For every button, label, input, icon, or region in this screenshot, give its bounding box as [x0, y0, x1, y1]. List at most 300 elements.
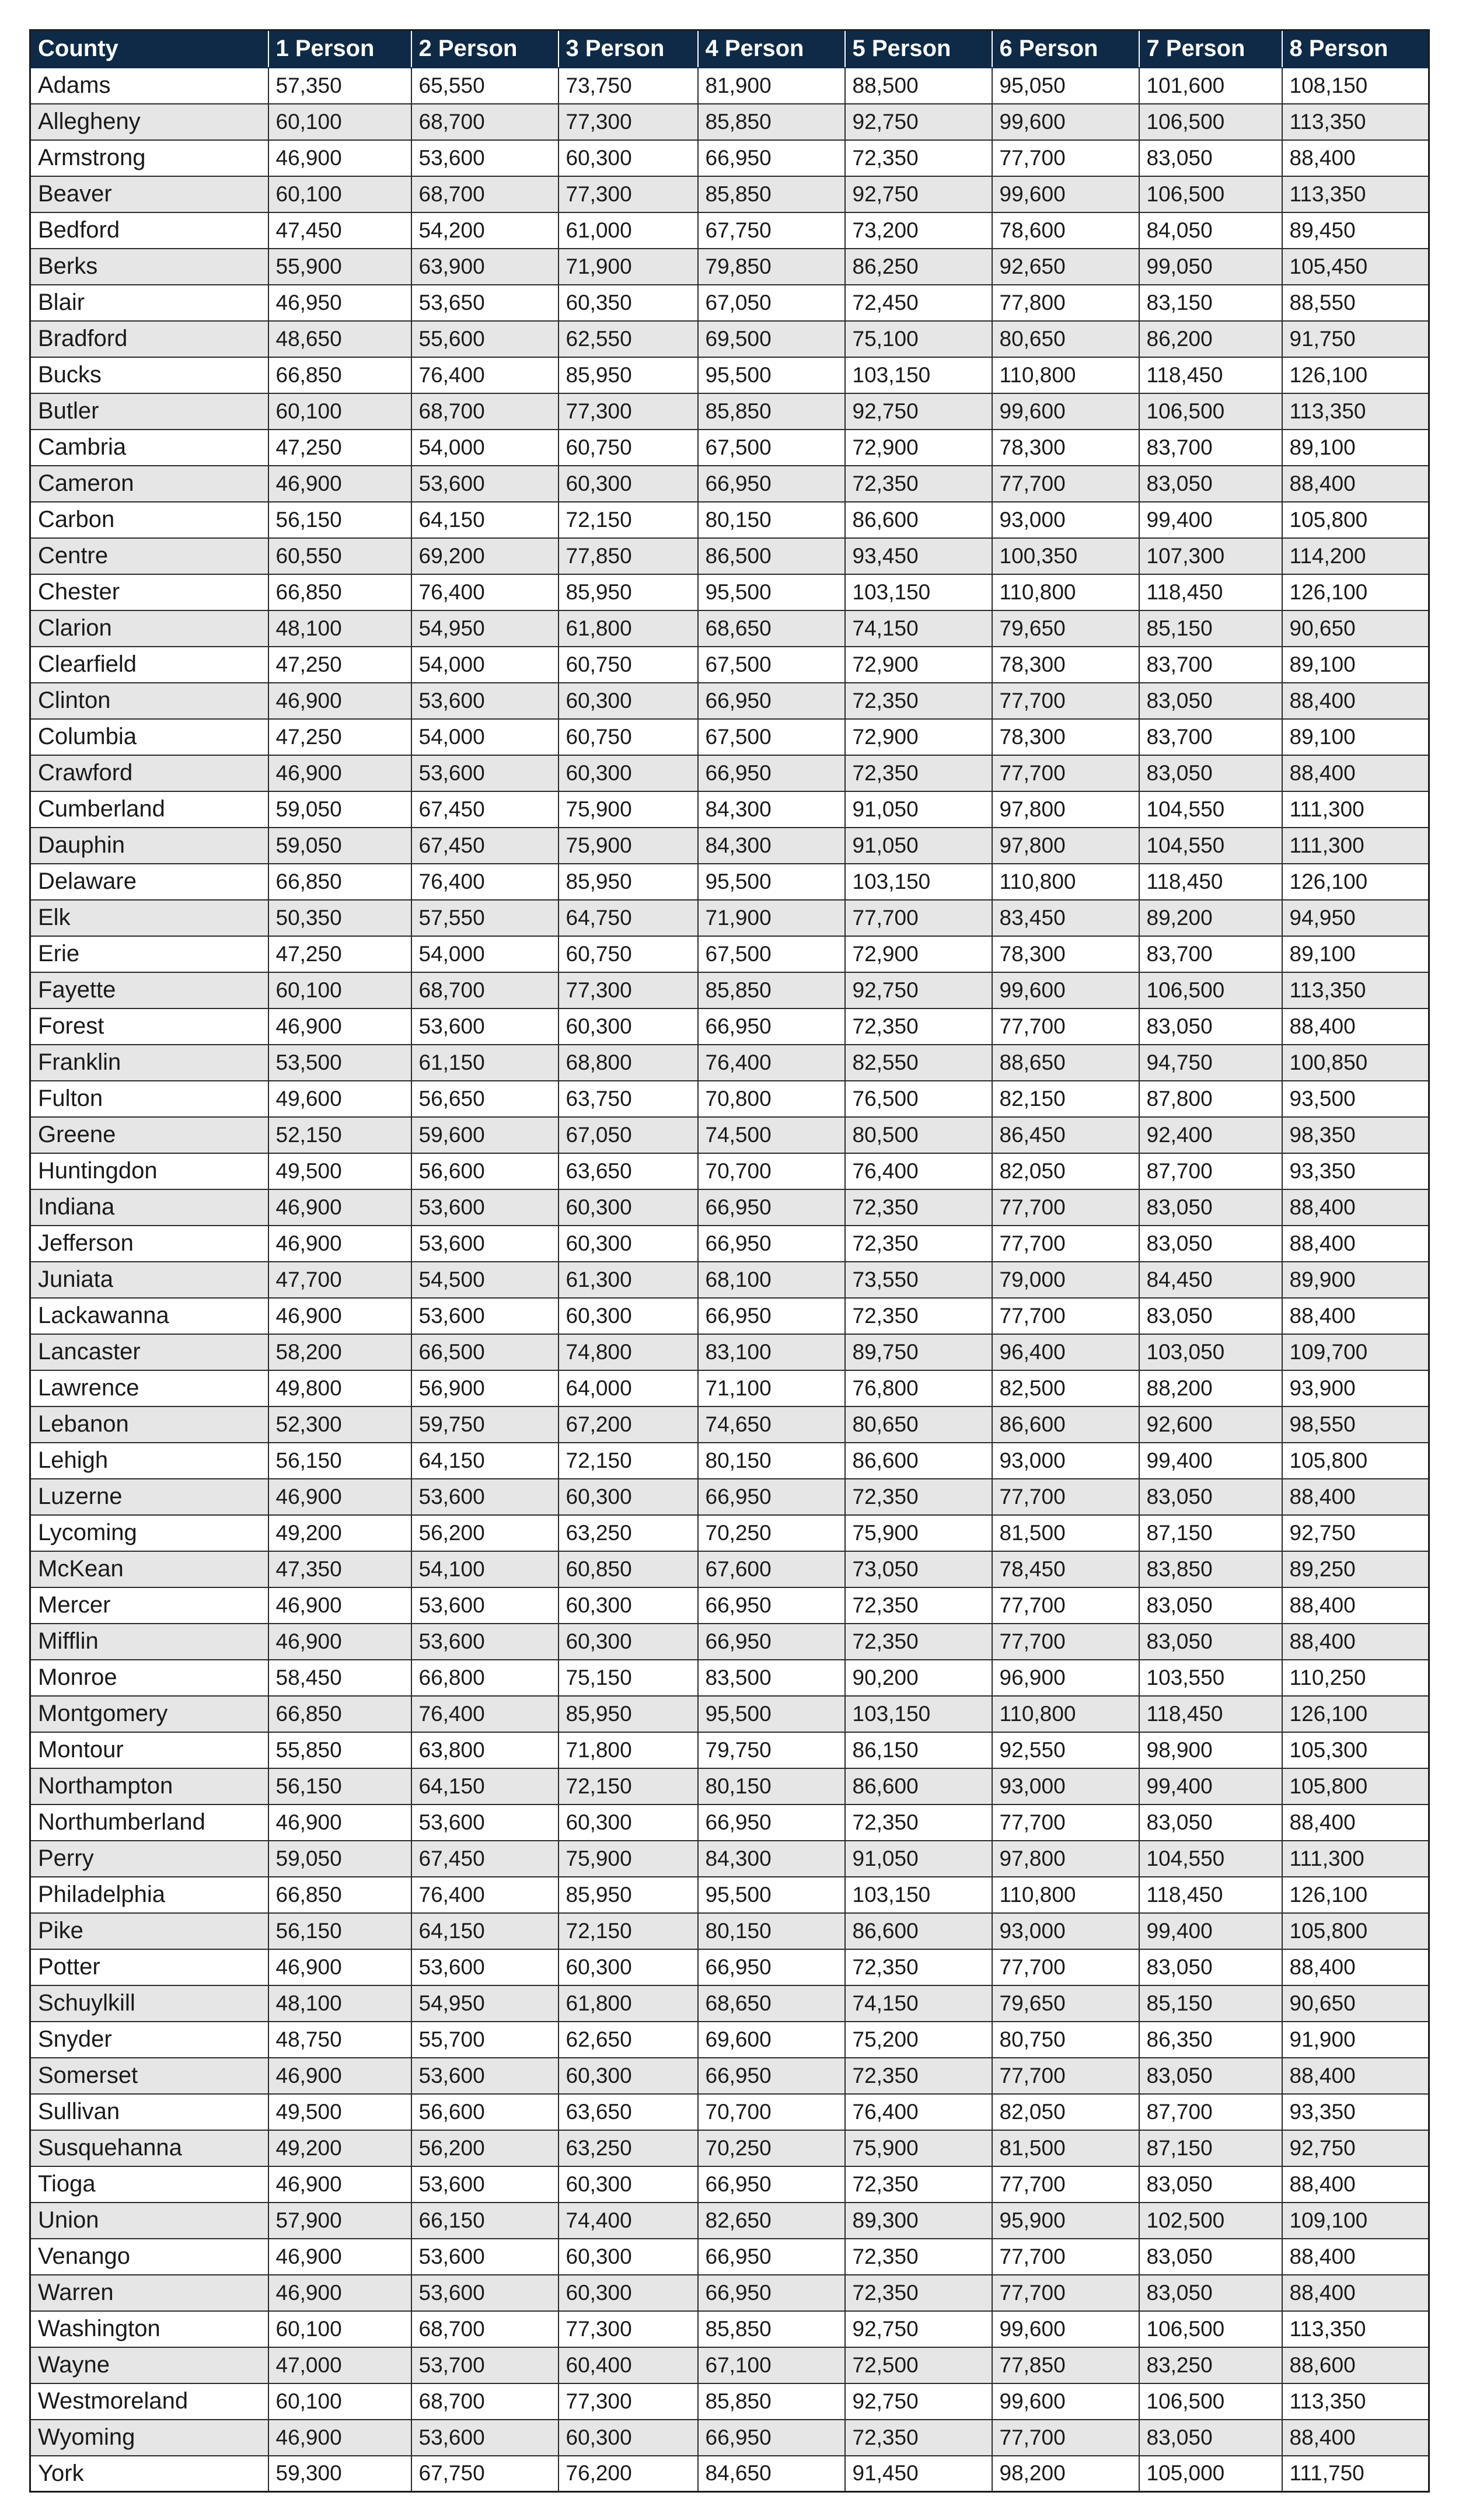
cell-3-person: 77,300 — [559, 2383, 698, 2420]
cell-1-person: 55,900 — [268, 249, 411, 285]
cell-3-person: 63,250 — [559, 1515, 698, 1551]
cell-4-person: 85,850 — [698, 393, 845, 430]
cell-5-person: 103,150 — [845, 1877, 992, 1913]
cell-8-person: 88,600 — [1282, 2347, 1429, 2383]
cell-7-person: 102,500 — [1139, 2203, 1282, 2239]
cell-4-person: 82,650 — [698, 2203, 845, 2239]
cell-6-person: 96,900 — [992, 1660, 1139, 1696]
header-3-person: 3 Person — [559, 30, 698, 68]
county-cell: Delaware — [30, 864, 268, 900]
cell-1-person: 48,750 — [268, 2022, 411, 2058]
county-cell: Pike — [30, 1913, 268, 1949]
cell-1-person: 60,100 — [268, 2383, 411, 2420]
table-row — [30, 104, 1429, 140]
cell-5-person: 93,450 — [845, 538, 992, 574]
cell-4-person: 67,100 — [698, 2347, 845, 2383]
cell-7-person: 87,800 — [1139, 1081, 1282, 1117]
cell-5-person: 91,050 — [845, 791, 992, 828]
county-cell: Northampton — [30, 1768, 268, 1805]
cell-8-person: 89,100 — [1282, 647, 1429, 683]
county-cell: Armstrong — [30, 140, 268, 176]
cell-3-person: 60,300 — [559, 2239, 698, 2275]
cell-4-person: 95,500 — [698, 1877, 845, 1913]
cell-8-person: 91,900 — [1282, 2022, 1429, 2058]
cell-4-person: 66,950 — [698, 1587, 845, 1624]
cell-3-person: 62,550 — [559, 321, 698, 357]
cell-7-person: 118,450 — [1139, 357, 1282, 393]
cell-4-person: 95,500 — [698, 1696, 845, 1732]
table-row — [30, 1189, 1429, 1226]
cell-6-person: 81,500 — [992, 2130, 1139, 2166]
cell-5-person: 103,150 — [845, 357, 992, 393]
table-row — [30, 212, 1429, 249]
cell-7-person: 104,550 — [1139, 1841, 1282, 1877]
cell-5-person: 86,600 — [845, 1913, 992, 1949]
cell-8-person: 88,400 — [1282, 2275, 1429, 2311]
cell-1-person: 46,900 — [268, 1587, 411, 1624]
cell-8-person: 126,100 — [1282, 864, 1429, 900]
cell-8-person: 105,450 — [1282, 249, 1429, 285]
cell-3-person: 85,950 — [559, 1696, 698, 1732]
cell-2-person: 53,600 — [411, 1008, 559, 1045]
county-cell: Indiana — [30, 1189, 268, 1226]
cell-7-person: 83,050 — [1139, 755, 1282, 791]
cell-4-person: 85,850 — [698, 972, 845, 1008]
cell-8-person: 114,200 — [1282, 538, 1429, 574]
table-row — [30, 2383, 1429, 2420]
cell-8-person: 113,350 — [1282, 2383, 1429, 2420]
cell-3-person: 60,350 — [559, 285, 698, 321]
cell-2-person: 54,500 — [411, 1262, 559, 1298]
cell-5-person: 72,350 — [845, 140, 992, 176]
cell-8-person: 92,750 — [1282, 2130, 1429, 2166]
cell-2-person: 69,200 — [411, 538, 559, 574]
cell-4-person: 66,950 — [698, 140, 845, 176]
cell-8-person: 109,700 — [1282, 1334, 1429, 1370]
cell-1-person: 60,100 — [268, 972, 411, 1008]
cell-6-person: 97,800 — [992, 791, 1139, 828]
county-cell: Bucks — [30, 357, 268, 393]
cell-2-person: 67,450 — [411, 791, 559, 828]
cell-5-person: 91,450 — [845, 2456, 992, 2492]
cell-6-person: 77,700 — [992, 466, 1139, 502]
table-row — [30, 1443, 1429, 1479]
cell-8-person: 111,300 — [1282, 791, 1429, 828]
cell-2-person: 56,200 — [411, 2130, 559, 2166]
cell-5-person: 103,150 — [845, 1696, 992, 1732]
table-row — [30, 285, 1429, 321]
cell-4-person: 66,950 — [698, 683, 845, 719]
county-cell: Blair — [30, 285, 268, 321]
cell-2-person: 56,600 — [411, 2094, 559, 2130]
cell-8-person: 88,400 — [1282, 1479, 1429, 1515]
table-row — [30, 1081, 1429, 1117]
cell-8-person: 108,150 — [1282, 68, 1429, 104]
cell-1-person: 52,300 — [268, 1406, 411, 1443]
cell-8-person: 89,250 — [1282, 1551, 1429, 1587]
cell-4-person: 83,500 — [698, 1660, 845, 1696]
cell-4-person: 70,800 — [698, 1081, 845, 1117]
cell-3-person: 61,800 — [559, 610, 698, 647]
cell-7-person: 83,700 — [1139, 647, 1282, 683]
county-cell: Washington — [30, 2311, 268, 2347]
cell-7-person: 106,500 — [1139, 104, 1282, 140]
cell-7-person: 83,050 — [1139, 2420, 1282, 2456]
cell-1-person: 49,200 — [268, 2130, 411, 2166]
cell-1-person: 59,050 — [268, 1841, 411, 1877]
cell-2-person: 53,600 — [411, 1624, 559, 1660]
cell-1-person: 60,550 — [268, 538, 411, 574]
county-cell: Cameron — [30, 466, 268, 502]
cell-7-person: 83,050 — [1139, 2058, 1282, 2094]
cell-1-person: 48,100 — [268, 1985, 411, 2022]
cell-5-person: 72,350 — [845, 755, 992, 791]
cell-3-person: 74,400 — [559, 2203, 698, 2239]
cell-3-person: 60,300 — [559, 2166, 698, 2203]
cell-4-person: 69,500 — [698, 321, 845, 357]
cell-5-person: 86,600 — [845, 1768, 992, 1805]
cell-2-person: 68,700 — [411, 2383, 559, 2420]
cell-6-person: 97,800 — [992, 828, 1139, 864]
cell-2-person: 57,550 — [411, 900, 559, 936]
cell-6-person: 92,650 — [992, 249, 1139, 285]
cell-6-person: 93,000 — [992, 502, 1139, 538]
cell-1-person: 47,250 — [268, 647, 411, 683]
cell-1-person: 49,500 — [268, 1153, 411, 1189]
cell-6-person: 80,650 — [992, 321, 1139, 357]
cell-1-person: 58,450 — [268, 1660, 411, 1696]
cell-5-person: 72,350 — [845, 1189, 992, 1226]
table-row — [30, 2130, 1429, 2166]
cell-1-person: 46,900 — [268, 140, 411, 176]
cell-8-person: 88,400 — [1282, 683, 1429, 719]
table-row — [30, 1515, 1429, 1551]
cell-7-person: 103,550 — [1139, 1660, 1282, 1696]
cell-3-person: 60,750 — [559, 430, 698, 466]
cell-1-person: 59,300 — [268, 2456, 411, 2492]
county-cell: Northumberland — [30, 1805, 268, 1841]
cell-6-person: 77,700 — [992, 1298, 1139, 1334]
cell-7-person: 106,500 — [1139, 176, 1282, 212]
table-row — [30, 2311, 1429, 2347]
cell-6-person: 77,700 — [992, 1479, 1139, 1515]
cell-3-person: 77,300 — [559, 104, 698, 140]
county-cell: Snyder — [30, 2022, 268, 2058]
cell-2-person: 53,600 — [411, 140, 559, 176]
cell-3-person: 60,300 — [559, 140, 698, 176]
cell-2-person: 68,700 — [411, 2311, 559, 2347]
cell-7-person: 87,700 — [1139, 2094, 1282, 2130]
county-cell: Montour — [30, 1732, 268, 1768]
table-row — [30, 2347, 1429, 2383]
table-row — [30, 1985, 1429, 2022]
cell-1-person: 59,050 — [268, 791, 411, 828]
cell-2-person: 64,150 — [411, 502, 559, 538]
cell-6-person: 77,700 — [992, 2058, 1139, 2094]
table-row — [30, 321, 1429, 357]
cell-7-person: 83,050 — [1139, 140, 1282, 176]
cell-8-person: 88,400 — [1282, 466, 1429, 502]
cell-4-person: 66,950 — [698, 1189, 845, 1226]
table-row — [30, 1479, 1429, 1515]
county-cell: Susquehanna — [30, 2130, 268, 2166]
cell-3-person: 60,300 — [559, 2058, 698, 2094]
cell-8-person: 88,400 — [1282, 140, 1429, 176]
cell-3-person: 85,950 — [559, 357, 698, 393]
cell-3-person: 60,300 — [559, 1189, 698, 1226]
cell-6-person: 77,700 — [992, 2275, 1139, 2311]
cell-8-person: 88,400 — [1282, 2058, 1429, 2094]
cell-3-person: 85,950 — [559, 574, 698, 610]
cell-1-person: 46,950 — [268, 285, 411, 321]
cell-2-person: 55,700 — [411, 2022, 559, 2058]
cell-2-person: 76,400 — [411, 574, 559, 610]
county-cell: Tioga — [30, 2166, 268, 2203]
cell-6-person: 93,000 — [992, 1768, 1139, 1805]
cell-2-person: 61,150 — [411, 1045, 559, 1081]
header-4-person: 4 Person — [698, 30, 845, 68]
cell-2-person: 76,400 — [411, 864, 559, 900]
table-row — [30, 936, 1429, 972]
cell-6-person: 77,700 — [992, 1587, 1139, 1624]
cell-6-person: 78,600 — [992, 212, 1139, 249]
cell-3-person: 77,300 — [559, 972, 698, 1008]
county-cell: Fayette — [30, 972, 268, 1008]
cell-4-person: 67,050 — [698, 285, 845, 321]
cell-1-person: 46,900 — [268, 1624, 411, 1660]
county-cell: Fulton — [30, 1081, 268, 1117]
cell-5-person: 72,350 — [845, 683, 992, 719]
cell-6-person: 82,050 — [992, 1153, 1139, 1189]
county-cell: Crawford — [30, 755, 268, 791]
table-row — [30, 610, 1429, 647]
table-row — [30, 1370, 1429, 1406]
cell-1-person: 47,250 — [268, 430, 411, 466]
cell-5-person: 89,300 — [845, 2203, 992, 2239]
cell-6-person: 77,700 — [992, 2239, 1139, 2275]
cell-4-person: 95,500 — [698, 864, 845, 900]
cell-7-person: 118,450 — [1139, 1877, 1282, 1913]
cell-7-person: 92,600 — [1139, 1406, 1282, 1443]
cell-2-person: 64,150 — [411, 1913, 559, 1949]
county-cell: Cambria — [30, 430, 268, 466]
cell-8-person: 105,800 — [1282, 1913, 1429, 1949]
cell-2-person: 54,000 — [411, 647, 559, 683]
cell-7-person: 83,050 — [1139, 683, 1282, 719]
table-row — [30, 2022, 1429, 2058]
table-row — [30, 2058, 1429, 2094]
cell-2-person: 53,600 — [411, 2166, 559, 2203]
cell-2-person: 53,600 — [411, 1298, 559, 1334]
cell-6-person: 110,800 — [992, 864, 1139, 900]
cell-2-person: 53,600 — [411, 2239, 559, 2275]
cell-6-person: 77,800 — [992, 285, 1139, 321]
cell-2-person: 53,600 — [411, 755, 559, 791]
cell-6-person: 77,700 — [992, 2420, 1139, 2456]
cell-7-person: 86,200 — [1139, 321, 1282, 357]
county-cell: Lawrence — [30, 1370, 268, 1406]
cell-1-person: 46,900 — [268, 466, 411, 502]
county-cell: York — [30, 2456, 268, 2492]
cell-1-person: 48,650 — [268, 321, 411, 357]
cell-7-person: 99,400 — [1139, 1443, 1282, 1479]
cell-6-person: 77,700 — [992, 683, 1139, 719]
cell-5-person: 103,150 — [845, 574, 992, 610]
cell-5-person: 72,450 — [845, 285, 992, 321]
cell-3-person: 61,000 — [559, 212, 698, 249]
table-row — [30, 755, 1429, 791]
table-row — [30, 466, 1429, 502]
county-cell: Venango — [30, 2239, 268, 2275]
cell-7-person: 99,400 — [1139, 1768, 1282, 1805]
cell-1-person: 49,600 — [268, 1081, 411, 1117]
header-8-person: 8 Person — [1282, 30, 1429, 68]
cell-6-person: 81,500 — [992, 1515, 1139, 1551]
cell-3-person: 73,750 — [559, 68, 698, 104]
cell-2-person: 54,000 — [411, 430, 559, 466]
cell-4-person: 67,500 — [698, 936, 845, 972]
cell-5-person: 76,500 — [845, 1081, 992, 1117]
cell-3-person: 60,400 — [559, 2347, 698, 2383]
cell-6-person: 77,700 — [992, 1008, 1139, 1045]
cell-8-person: 88,400 — [1282, 1008, 1429, 1045]
cell-5-person: 92,750 — [845, 2311, 992, 2347]
cell-6-person: 95,900 — [992, 2203, 1139, 2239]
cell-8-person: 126,100 — [1282, 1877, 1429, 1913]
cell-1-person: 46,900 — [268, 2058, 411, 2094]
table-row — [30, 1660, 1429, 1696]
county-cell: Wyoming — [30, 2420, 268, 2456]
table-row — [30, 430, 1429, 466]
table-row — [30, 1624, 1429, 1660]
cell-3-person: 72,150 — [559, 502, 698, 538]
cell-8-person: 90,650 — [1282, 610, 1429, 647]
cell-5-person: 92,750 — [845, 176, 992, 212]
cell-5-person: 72,350 — [845, 1587, 992, 1624]
cell-8-person: 126,100 — [1282, 1696, 1429, 1732]
cell-3-person: 61,800 — [559, 1985, 698, 2022]
table-row — [30, 1153, 1429, 1189]
cell-8-person: 113,350 — [1282, 2311, 1429, 2347]
cell-1-person: 66,850 — [268, 1877, 411, 1913]
cell-1-person: 47,250 — [268, 719, 411, 755]
cell-5-person: 72,350 — [845, 1298, 992, 1334]
cell-8-person: 88,400 — [1282, 1189, 1429, 1226]
cell-1-person: 50,350 — [268, 900, 411, 936]
cell-3-person: 60,300 — [559, 1949, 698, 1985]
cell-6-person: 96,400 — [992, 1334, 1139, 1370]
cell-3-person: 68,800 — [559, 1045, 698, 1081]
cell-4-person: 66,950 — [698, 1298, 845, 1334]
cell-4-person: 66,950 — [698, 755, 845, 791]
cell-5-person: 72,350 — [845, 1008, 992, 1045]
cell-4-person: 80,150 — [698, 1768, 845, 1805]
cell-4-person: 76,400 — [698, 1045, 845, 1081]
cell-5-person: 76,400 — [845, 1153, 992, 1189]
cell-3-person: 63,650 — [559, 1153, 698, 1189]
cell-8-person: 91,750 — [1282, 321, 1429, 357]
cell-6-person: 95,050 — [992, 68, 1139, 104]
cell-2-person: 53,600 — [411, 2420, 559, 2456]
cell-5-person: 74,150 — [845, 610, 992, 647]
cell-7-person: 118,450 — [1139, 1696, 1282, 1732]
cell-2-person: 53,650 — [411, 285, 559, 321]
income-limits-table — [29, 29, 1430, 2493]
table-row — [30, 2166, 1429, 2203]
cell-8-person: 105,800 — [1282, 1768, 1429, 1805]
table-row — [30, 68, 1429, 104]
cell-3-person: 60,300 — [559, 1008, 698, 1045]
cell-8-person: 88,400 — [1282, 1226, 1429, 1262]
cell-5-person: 80,500 — [845, 1117, 992, 1153]
cell-2-person: 63,800 — [411, 1732, 559, 1768]
cell-5-person: 72,350 — [845, 2058, 992, 2094]
county-cell: Berks — [30, 249, 268, 285]
cell-3-person: 75,900 — [559, 1841, 698, 1877]
cell-5-person: 75,900 — [845, 1515, 992, 1551]
cell-1-person: 60,100 — [268, 104, 411, 140]
cell-3-person: 60,300 — [559, 1624, 698, 1660]
cell-8-person: 105,800 — [1282, 502, 1429, 538]
cell-6-person: 78,300 — [992, 936, 1139, 972]
cell-5-person: 75,100 — [845, 321, 992, 357]
cell-6-person: 77,700 — [992, 755, 1139, 791]
cell-4-person: 85,850 — [698, 2311, 845, 2347]
county-cell: Chester — [30, 574, 268, 610]
cell-1-person: 46,900 — [268, 2239, 411, 2275]
cell-4-person: 66,950 — [698, 2275, 845, 2311]
cell-5-person: 72,350 — [845, 1624, 992, 1660]
cell-8-person: 88,400 — [1282, 2420, 1429, 2456]
cell-2-person: 76,400 — [411, 1696, 559, 1732]
cell-5-person: 73,050 — [845, 1551, 992, 1587]
cell-3-person: 72,150 — [559, 1768, 698, 1805]
cell-6-person: 77,700 — [992, 1226, 1139, 1262]
table-row — [30, 1262, 1429, 1298]
cell-5-person: 72,350 — [845, 1805, 992, 1841]
county-cell: Philadelphia — [30, 1877, 268, 1913]
cell-3-person: 75,900 — [559, 828, 698, 864]
cell-3-person: 63,250 — [559, 2130, 698, 2166]
cell-7-person: 92,400 — [1139, 1117, 1282, 1153]
cell-1-person: 66,850 — [268, 1696, 411, 1732]
cell-6-person: 110,800 — [992, 574, 1139, 610]
county-cell: Erie — [30, 936, 268, 972]
table-row — [30, 1768, 1429, 1805]
cell-1-person: 58,200 — [268, 1334, 411, 1370]
cell-3-person: 67,200 — [559, 1406, 698, 1443]
cell-4-person: 70,250 — [698, 2130, 845, 2166]
table-row — [30, 828, 1429, 864]
county-cell: Perry — [30, 1841, 268, 1877]
cell-5-person: 86,600 — [845, 502, 992, 538]
cell-3-person: 60,300 — [559, 755, 698, 791]
cell-1-person: 60,100 — [268, 2311, 411, 2347]
county-cell: Potter — [30, 1949, 268, 1985]
cell-3-person: 60,300 — [559, 2420, 698, 2456]
cell-1-person: 46,900 — [268, 1805, 411, 1841]
cell-6-person: 79,650 — [992, 1985, 1139, 2022]
cell-5-person: 92,750 — [845, 972, 992, 1008]
cell-2-person: 53,600 — [411, 683, 559, 719]
cell-1-person: 56,150 — [268, 502, 411, 538]
cell-2-person: 64,150 — [411, 1768, 559, 1805]
cell-2-person: 59,600 — [411, 1117, 559, 1153]
cell-4-person: 68,650 — [698, 610, 845, 647]
cell-4-person: 71,900 — [698, 900, 845, 936]
cell-5-person: 90,200 — [845, 1660, 992, 1696]
county-cell: Wayne — [30, 2347, 268, 2383]
